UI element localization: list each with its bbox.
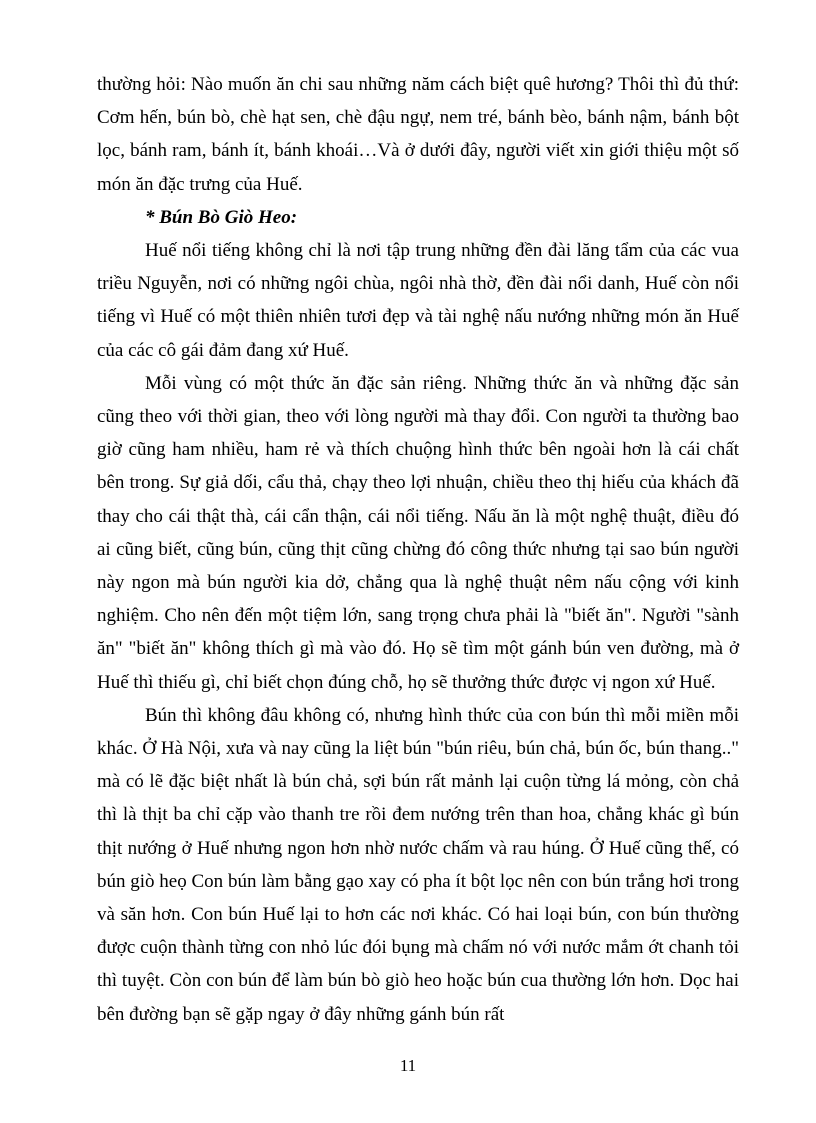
body-paragraph: Huế nổi tiếng không chỉ là nơi tập trung những đền đài lăng tẩm của các vua triều Nguyễn, nơi có những ngôi chùa, ngôi nhà thờ, đền đài nổi danh, Huế còn nổi tiếng vì Huế có một thiên nhiên tươi đẹp và tài nghệ nấu nướng những món ăn Huế của các cô gái đảm đang xứ Huế. <box>97 240 739 361</box>
body-paragraph: Bún thì không đâu không có, nhưng hình thức của con bún thì mỗi miền mỗi khác. Ở Hà Nội, xưa và nay cũng la liệt bún "bún riêu, bún chả, bún ốc, bún thang.." mà có lẽ đặc biệt nhất là bún chả, sợi bún rất mảnh lại cuộn từng lá mỏng, còn chả thì là thịt ba chỉ cặp vào thanh tre rồi đem nướng trên than hoa, chẳng khác gì bún thịt nướng ở Huế nhưng ngon hơn nhờ nước chấm và rau húng. Ở Huế cũng thế, có bún giò heọ Con bún làm bằng gạo xay có pha ít bột lọc nên con bún trắng hơi trong và săn hơn. Con bún Huế lại to hơn các nơi khác. Có hai loại bún, con bún thường được cuộn thành từng con nhỏ lúc đói bụng mà chấm nó với nước mắm ớt chanh tỏi thì tuyệt. Còn con bún để làm bún bò giò heo hoặc bún cua thường lớn hơn. Dọc hai bên đường bạn sẽ gặp ngay ở đây những gánh bún rất <box>97 704 739 1025</box>
document-page <box>97 68 739 1031</box>
intro-paragraph: thường hỏi: Nào muốn ăn chi sau những năm cách biệt quê hương? Thôi thì đủ thứ: Cơm hến, bún bò, chè hạt sen, chè đậu ngự, nem tré, bánh bèo, bánh nậm, bánh bột lọc, bánh ram, bánh ít, bánh khoái…Và ở dưới đây, người viết xin giới thiệu một số món ăn đặc trưng của Huế. <box>97 74 739 195</box>
page-number: 11 <box>399 1056 417 1075</box>
body-paragraph: Mỗi vùng có một thức ăn đặc sản riêng. Những thức ăn và những đặc sản cũng theo với thời gian, theo với lòng người mà thay đổi. Con người ta thường bao giờ cũng ham nhiều, ham rẻ và thích chuộng hình thức bên ngoài hơn là cái chất bên trong. Sự giả dối, cẩu thả, chạy theo lợi nhuận, chiều theo thị hiếu của khách đã thay cho cái thật thà, cái cẩn thận, cái nổi tiếng. Nấu ăn là một nghệ thuật, điều đó ai cũng biết, cũng bún, cũng thịt cũng chừng đó công thức nhưng tại sao bún người này ngon mà bún người kia dở, chẳng qua là nghệ thuật nêm nấu cộng với kinh nghiệm. Cho nên đến một tiệm lớn, sang trọng chưa phải là "biết ăn". Người "sành ăn" "biết ăn" không thích gì mà vào đó. Họ sẽ tìm một gánh bún ven đường, mà ở Huế thì thiếu gì, chỉ biết chọn đúng chỗ, họ sẽ thưởng thức được vị ngon xứ Huế. <box>97 372 739 693</box>
section-heading: * Bún Bò Giò Heo: <box>145 206 298 228</box>
